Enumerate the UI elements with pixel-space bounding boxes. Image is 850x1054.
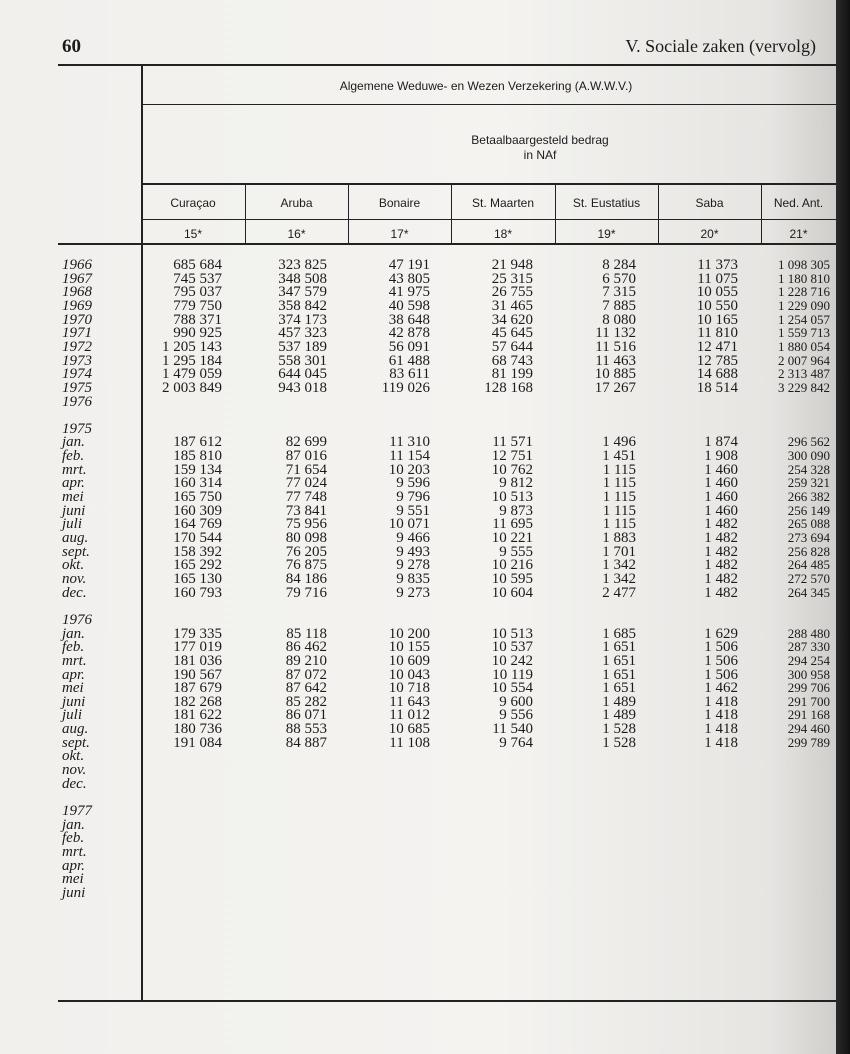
row-label: juli: [62, 516, 83, 533]
row-label: 1975: [62, 420, 92, 437]
row-label: 1973: [62, 352, 92, 369]
row-label: 1976: [62, 611, 92, 628]
cell-value: 1 418: [704, 707, 738, 724]
cell-value: 9 273: [396, 584, 430, 601]
cell-value: 9 796: [396, 489, 430, 506]
cell-value: 1 228 716: [778, 284, 830, 300]
cell-value: 6 570: [602, 270, 636, 287]
cell-value: 11 516: [595, 338, 636, 355]
cell-value: 1 651: [602, 639, 636, 656]
cell-value: 41 975: [388, 284, 430, 301]
cell-value: 779 750: [173, 297, 222, 314]
cell-value: 1 496: [602, 434, 636, 451]
cell-value: 1 489: [602, 707, 636, 724]
row-label: 1968: [62, 284, 92, 301]
cell-value: 1 629: [704, 625, 738, 642]
cell-value: 1 880 054: [778, 338, 830, 354]
cell-value: 11 571: [492, 434, 533, 451]
cell-value: 71 654: [285, 461, 327, 478]
cell-value: 160 314: [173, 475, 222, 492]
cell-value: 159 134: [173, 461, 222, 478]
cell-value: 256 149: [787, 502, 830, 518]
cell-value: 1 115: [602, 489, 636, 506]
cell-value: 11 310: [389, 434, 430, 451]
cell-value: 158 392: [173, 543, 222, 560]
cell-value: 79 716: [285, 584, 327, 601]
cell-value: 644 045: [278, 366, 327, 383]
row-label: jan.: [62, 434, 85, 451]
cell-value: 272 570: [787, 570, 830, 586]
column-number: 16*: [287, 227, 306, 241]
row-label: okt.: [62, 748, 85, 765]
cell-value: 8 284: [602, 257, 636, 273]
row-label: nov.: [62, 570, 87, 587]
cell-value: 1 460: [704, 489, 738, 506]
column-header: St. Maarten: [471, 196, 535, 210]
cell-value: 181 622: [173, 707, 222, 724]
cell-value: 38 648: [388, 311, 430, 328]
column-number: 20*: [700, 227, 719, 241]
row-label: juni: [62, 502, 86, 519]
cell-value: 34 620: [491, 311, 533, 328]
cell-value: 1 874: [704, 434, 738, 451]
cell-value: 943 018: [278, 379, 327, 396]
row-label: sept.: [62, 734, 90, 751]
cell-value: 83 611: [389, 366, 430, 383]
cell-value: 254 328: [787, 461, 830, 477]
cell-value: 82 699: [285, 434, 327, 451]
cell-value: 10 221: [491, 530, 533, 546]
cell-value: 1 528: [602, 734, 636, 751]
row-label: dec.: [62, 775, 87, 792]
cell-value: 57 644: [491, 338, 533, 355]
row-label: 1972: [62, 338, 92, 355]
row-label: apr.: [62, 857, 85, 874]
cell-value: 745 537: [173, 270, 222, 287]
cell-value: 31 465: [491, 297, 533, 314]
column-header: Curaçao: [170, 196, 216, 210]
cell-value: 9 555: [499, 543, 533, 560]
cell-value: 1 418: [704, 693, 738, 710]
cell-value: 61 488: [388, 352, 430, 369]
cell-value: 160 309: [173, 502, 222, 519]
cell-value: 2 007 964: [778, 352, 830, 368]
cell-value: 300 958: [787, 666, 830, 682]
cell-value: 788 371: [173, 311, 222, 328]
cell-value: 10 537: [491, 639, 533, 656]
cell-value: 10 513: [491, 489, 533, 506]
cell-value: 160 793: [173, 584, 222, 601]
cell-value: 87 016: [285, 448, 327, 465]
cell-value: 76 875: [285, 557, 327, 574]
row-label: apr.: [62, 475, 85, 492]
cell-value: 86 462: [285, 639, 327, 656]
cell-value: 558 301: [278, 352, 327, 369]
cell-value: 11 540: [492, 721, 533, 738]
page-number: 60: [62, 36, 81, 57]
cell-value: 294 460: [787, 721, 830, 737]
cell-value: 287 330: [787, 639, 830, 655]
cell-value: 17 267: [594, 379, 636, 396]
cell-value: 9 873: [499, 502, 533, 519]
cell-value: 10 550: [696, 297, 738, 314]
cell-value: 14 688: [696, 366, 738, 383]
cell-value: 1 482: [704, 570, 738, 587]
colnum-rule: [58, 243, 836, 245]
row-label: mei: [62, 871, 84, 888]
row-label: mei: [62, 489, 84, 506]
cell-value: 9 596: [396, 475, 430, 492]
cell-value: 68 743: [491, 352, 533, 369]
cell-value: 87 072: [285, 666, 327, 683]
cell-value: 1 908: [704, 448, 738, 465]
cell-value: 1 506: [704, 666, 738, 683]
cell-value: 9 764: [499, 734, 533, 751]
cell-value: 1 418: [704, 721, 738, 738]
cell-value: 11 154: [389, 448, 430, 465]
row-label: okt.: [62, 557, 85, 574]
cell-value: 1 295 184: [162, 352, 222, 369]
cell-value: 1 342: [602, 570, 636, 587]
cell-value: 181 036: [173, 652, 222, 669]
column-number: 18*: [493, 227, 513, 241]
cell-value: 12 785: [696, 352, 738, 369]
cell-value: 73 841: [285, 502, 327, 519]
cell-value: 1 115: [602, 475, 636, 492]
cell-value: 10 604: [491, 584, 533, 601]
cell-value: 1 506: [704, 639, 738, 656]
row-label: 1975: [62, 379, 92, 396]
column-header: Bonaire: [378, 196, 421, 210]
cell-value: 1 482: [704, 516, 738, 533]
cell-value: 165 750: [173, 489, 222, 506]
cell-value: 75 956: [285, 516, 327, 533]
row-label: mrt.: [62, 843, 87, 860]
column-number: 17*: [390, 227, 409, 241]
cell-value: 1 482: [704, 584, 738, 601]
cell-value: 10 554: [491, 680, 533, 697]
cell-value: 179 335: [173, 625, 222, 642]
cell-value: 1 115: [602, 516, 636, 533]
cell-value: 185 810: [173, 448, 222, 465]
cell-value: 21 948: [491, 257, 533, 273]
cell-value: 10 055: [696, 284, 738, 301]
cell-value: 11 132: [595, 325, 636, 342]
cell-value: 10 242: [491, 652, 533, 669]
cell-value: 9 835: [396, 570, 430, 587]
row-label: mrt.: [62, 652, 87, 669]
cell-value: 187 679: [173, 680, 222, 697]
cell-value: 119 026: [381, 379, 430, 396]
cell-value: 81 199: [491, 366, 533, 383]
cell-value: 10 718: [388, 680, 430, 697]
cell-value: 1 651: [602, 680, 636, 697]
cell-value: 80 098: [285, 530, 327, 546]
cell-value: 1 685: [602, 625, 636, 642]
cell-value: 288 480: [787, 625, 830, 641]
cell-value: 10 513: [491, 625, 533, 642]
table-title: Algemene Weduwe- en Wezen Verzekering (A.W.W.V.): [339, 79, 633, 93]
cell-value: 89 210: [285, 652, 327, 669]
cell-value: 85 282: [285, 693, 327, 710]
cell-value: 10 216: [491, 557, 533, 574]
cell-value: 77 024: [285, 475, 327, 492]
cell-value: 990 925: [173, 325, 222, 342]
title-rule: [141, 104, 836, 105]
cell-value: 9 812: [499, 475, 533, 492]
cell-value: 10 043: [388, 666, 430, 683]
top-rule: [58, 64, 836, 66]
cell-value: 10 595: [491, 570, 533, 587]
cell-value: 190 567: [173, 666, 222, 683]
cell-value: 347 579: [278, 284, 327, 301]
cell-value: 291 700: [787, 693, 830, 709]
row-label: dec.: [62, 584, 87, 601]
cell-value: 7 885: [602, 297, 636, 314]
cell-value: 264 345: [787, 584, 830, 600]
cell-value: 457 323: [278, 325, 327, 342]
subtitle-line-2: in NAf: [523, 148, 557, 162]
cell-value: 85 118: [286, 625, 327, 642]
cell-value: 294 254: [787, 652, 830, 668]
cell-value: 1 482: [704, 530, 738, 546]
cell-value: 1 651: [602, 652, 636, 669]
page-binding-edge: [836, 0, 850, 1054]
row-label: mei: [62, 680, 84, 697]
row-label: mrt.: [62, 461, 87, 478]
cell-value: 1 701: [602, 543, 636, 560]
row-label: 1971: [62, 325, 92, 342]
cell-value: 26 755: [491, 284, 533, 301]
cell-value: 323 825: [278, 257, 327, 273]
cell-value: 1 115: [602, 461, 636, 478]
subtitle-line-1: Betaalbaargesteld bedrag: [471, 133, 609, 147]
cell-value: 25 315: [491, 270, 533, 287]
cell-value: 9 493: [396, 543, 430, 560]
cell-value: 11 075: [697, 270, 738, 287]
cell-value: 10 609: [388, 652, 430, 669]
cell-value: 7 315: [602, 284, 636, 301]
cell-value: 296 562: [787, 434, 830, 450]
cell-value: 9 466: [396, 530, 430, 546]
cell-value: 11 695: [492, 516, 533, 533]
cell-value: 56 091: [388, 338, 430, 355]
cell-value: 77 748: [285, 489, 327, 506]
bottom-rule: [58, 1000, 836, 1002]
cell-value: 10 762: [491, 461, 533, 478]
cell-value: 266 382: [787, 489, 830, 505]
cell-value: 537 189: [278, 338, 327, 355]
cell-value: 191 084: [173, 734, 222, 751]
cell-value: 300 090: [787, 448, 830, 464]
cell-value: 1 482: [704, 543, 738, 560]
cell-value: 265 088: [787, 516, 830, 532]
cell-value: 1 651: [602, 666, 636, 683]
cell-value: 256 828: [787, 543, 830, 559]
cell-value: 164 769: [173, 516, 222, 533]
cell-value: 9 556: [499, 707, 533, 724]
cell-value: 10 119: [492, 666, 533, 683]
row-label: nov.: [62, 762, 87, 779]
cell-value: 86 071: [285, 707, 327, 724]
cell-value: 291 168: [787, 707, 830, 723]
cell-value: 88 553: [285, 721, 327, 738]
cell-value: 2 003 849: [162, 379, 222, 396]
row-label: jan.: [62, 625, 85, 642]
cell-value: 165 292: [173, 557, 222, 574]
row-label: 1976: [62, 393, 92, 410]
cell-value: 299 706: [787, 680, 830, 696]
cell-value: 8 080: [602, 311, 636, 328]
cell-value: 1 460: [704, 461, 738, 478]
cell-value: 1 528: [602, 721, 636, 738]
cell-value: 1 098 305: [778, 257, 830, 272]
cell-value: 1 418: [704, 734, 738, 751]
cell-value: 76 205: [285, 543, 327, 560]
cell-value: 273 694: [787, 530, 830, 545]
row-label: juni: [62, 693, 86, 710]
cell-value: 45 645: [491, 325, 533, 342]
cell-value: 10 200: [388, 625, 430, 642]
cell-value: 1 479 059: [162, 366, 222, 383]
row-label: aug.: [62, 721, 89, 738]
cell-value: 1 451: [602, 448, 636, 465]
column-number: 19*: [597, 227, 616, 241]
cell-value: 10 885: [594, 366, 636, 383]
row-label: 1966: [62, 257, 92, 273]
column-number: 21*: [789, 227, 808, 241]
cell-value: 182 268: [173, 693, 222, 710]
cell-value: 1 460: [704, 502, 738, 519]
cell-value: 11 373: [697, 257, 738, 273]
row-label: 1967: [62, 270, 92, 287]
column-number: 15*: [183, 227, 203, 241]
cell-value: 10 685: [388, 721, 430, 738]
cell-value: 43 805: [388, 270, 430, 287]
cell-value: 1 460: [704, 475, 738, 492]
cell-value: 374 173: [278, 311, 327, 328]
cell-value: 3 229 842: [778, 379, 830, 395]
cell-value: 1 482: [704, 557, 738, 574]
row-label: juli: [62, 707, 83, 724]
cell-value: 264 485: [787, 557, 830, 573]
row-label: feb.: [62, 830, 85, 847]
cell-value: 11 108: [389, 734, 430, 751]
cell-value: 685 684: [173, 257, 222, 273]
row-label: 1970: [62, 311, 92, 328]
cell-value: 40 598: [388, 297, 430, 314]
cell-value: 170 544: [173, 530, 222, 546]
cell-value: 128 168: [484, 379, 533, 396]
cell-value: 165 130: [173, 570, 222, 587]
cell-value: 87 642: [285, 680, 327, 697]
cell-value: 187 612: [173, 434, 222, 451]
row-label: apr.: [62, 666, 85, 683]
cell-value: 12 751: [491, 448, 533, 465]
row-label: juni: [62, 884, 86, 901]
column-header: St. Eustatius: [572, 196, 641, 210]
cell-value: 177 019: [173, 639, 222, 656]
cell-value: 1 205 143: [162, 338, 222, 355]
row-label: sept.: [62, 543, 90, 560]
cell-value: 299 789: [787, 734, 830, 750]
cell-value: 1 883: [602, 530, 636, 546]
cell-value: 11 012: [389, 707, 430, 724]
cell-value: 10 155: [388, 639, 430, 656]
cell-value: 11 463: [595, 352, 636, 369]
column-header: Ned. Ant.: [773, 196, 824, 210]
cell-value: 259 321: [787, 475, 830, 491]
row-label: feb.: [62, 448, 85, 465]
cell-value: 1 559 713: [778, 325, 830, 341]
cell-value: 10 203: [388, 461, 430, 478]
cell-value: 1 254 057: [778, 311, 830, 327]
cell-value: 47 191: [388, 257, 430, 273]
column-header: Aruba: [280, 196, 313, 210]
cell-value: 11 643: [389, 693, 430, 710]
cell-value: 1 342: [602, 557, 636, 574]
cell-value: 11 810: [697, 325, 738, 342]
row-label: jan.: [62, 816, 85, 833]
row-label: feb.: [62, 639, 85, 656]
column-header: Saba: [695, 196, 724, 210]
cell-value: 1 115: [602, 502, 636, 519]
row-label: 1969: [62, 297, 92, 314]
cell-value: 84 186: [285, 570, 327, 587]
cell-value: 1 229 090: [778, 297, 830, 313]
cell-value: 348 508: [278, 270, 327, 287]
cell-value: 84 887: [285, 734, 327, 751]
cell-value: 2 477: [602, 584, 636, 601]
row-label: 1974: [62, 366, 92, 383]
cell-value: 1 462: [704, 680, 738, 697]
cell-value: 2 313 487: [778, 366, 830, 382]
table-subtitle: [400, 133, 680, 163]
cell-value: 42 878: [388, 325, 430, 342]
row-label: 1977: [62, 803, 92, 819]
cell-value: 10 165: [696, 311, 738, 328]
cell-value: 1 489: [602, 693, 636, 710]
cell-value: 180 736: [173, 721, 222, 738]
cell-value: 9 600: [499, 693, 533, 710]
cell-value: 9 551: [396, 502, 430, 519]
cell-value: 1 506: [704, 652, 738, 669]
cell-value: 1 180 810: [778, 270, 830, 286]
cell-value: 358 842: [278, 297, 327, 314]
cell-value: 795 037: [173, 284, 222, 301]
cell-value: 10 071: [388, 516, 430, 533]
cell-value: 12 471: [696, 338, 738, 355]
cell-value: 18 514: [696, 379, 738, 396]
cell-value: 9 278: [396, 557, 430, 574]
section-title: V. Sociale zaken (vervolg): [625, 36, 816, 56]
row-label: aug.: [62, 530, 89, 546]
